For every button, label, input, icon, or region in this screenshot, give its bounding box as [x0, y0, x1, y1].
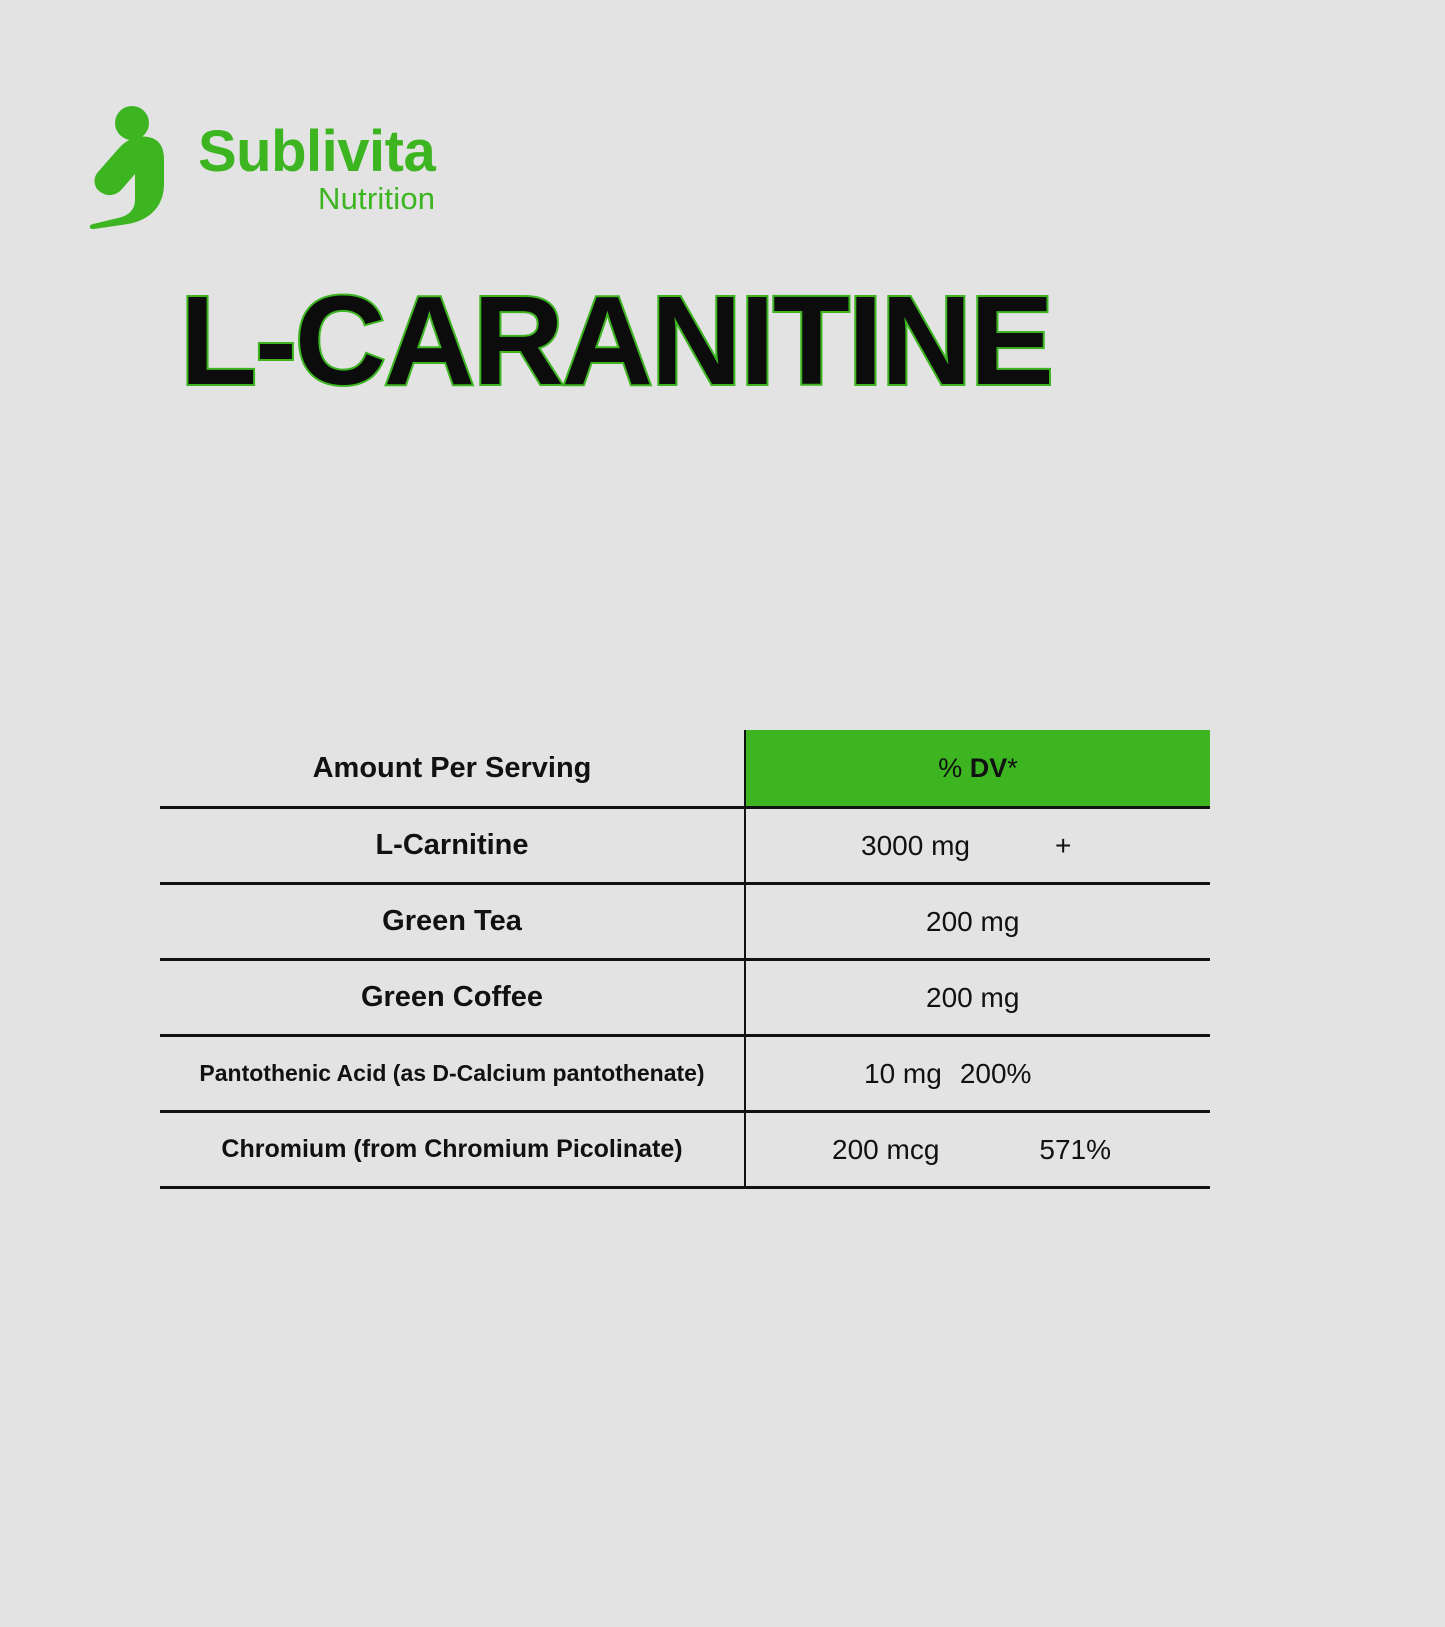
- header-dv-suffix: *: [1007, 752, 1018, 783]
- table-row: [160, 1113, 1210, 1189]
- ingredient-name-cell: [160, 885, 746, 958]
- ingredient-dv: 200%: [959, 1057, 1032, 1089]
- ingredient-value-cell: [746, 1037, 1210, 1110]
- header-amount-per-serving: Amount Per Serving: [160, 730, 746, 806]
- table-row: [160, 961, 1210, 1037]
- ingredient-amount: 200 mg: [926, 905, 1020, 937]
- ingredient-value-cell: [746, 885, 1210, 958]
- ingredient-name-cell: [160, 1037, 746, 1110]
- ingredient-amount: 3000 mg: [861, 829, 970, 861]
- ingredient-amount: 10 mg: [864, 1057, 942, 1089]
- brand-logo: [88, 104, 435, 229]
- header-dv-bold: DV: [969, 752, 1008, 783]
- ingredient-name-cell: [160, 961, 746, 1034]
- brand-name: Sublivita: [198, 119, 436, 184]
- ingredient-value-cell: [746, 1113, 1210, 1186]
- table-row: [160, 1037, 1210, 1113]
- ingredient-name: Green Coffee: [360, 981, 544, 1013]
- ingredient-name: Pantothenic Acid (as D-Calcium pantothenate): [199, 1060, 705, 1086]
- ingredient-dv: +: [1054, 829, 1072, 861]
- brand-subtitle: Nutrition: [317, 181, 436, 217]
- ingredient-amount: 200 mg: [926, 981, 1020, 1013]
- table-row: [160, 885, 1210, 961]
- ingredient-dv: 571%: [1039, 1133, 1112, 1165]
- ingredient-value-cell: [746, 961, 1210, 1034]
- table-header-row: [160, 730, 1210, 809]
- ingredient-name-cell: [160, 1113, 746, 1186]
- header-percent-dv: [746, 730, 1210, 806]
- ingredient-name: Green Tea: [382, 905, 522, 937]
- table-row: [160, 809, 1210, 885]
- running-figure-icon: [88, 104, 184, 229]
- ingredient-value-cell: [746, 809, 1210, 882]
- ingredient-name: Chromium (from Chromium Picolinate): [221, 1135, 683, 1163]
- header-dv-prefix: %: [938, 752, 970, 783]
- ingredient-name: L-Carnitine: [375, 829, 529, 861]
- ingredient-amount: 200 mcg: [832, 1133, 940, 1165]
- ingredient-name-cell: [160, 809, 746, 882]
- product-title: L-CARANITINE: [180, 270, 1052, 411]
- supplement-facts-table: [160, 730, 1210, 1189]
